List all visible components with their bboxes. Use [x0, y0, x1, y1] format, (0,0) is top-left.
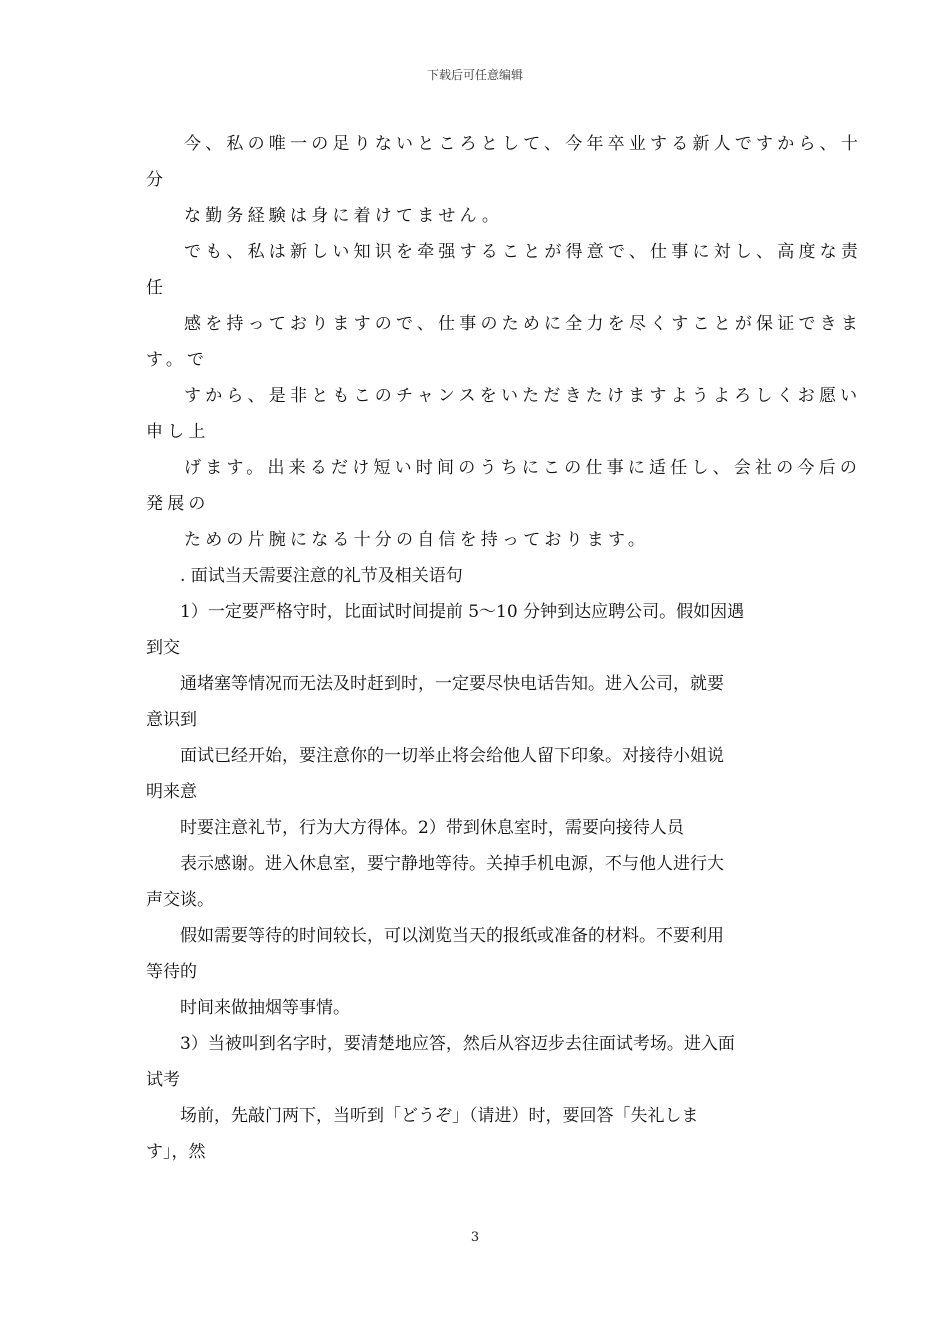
paragraph-first-line: . 面试当天需要注意的礼节及相关语句: [180, 566, 463, 586]
paragraph: [146, 522, 810, 558]
paragraph: [146, 198, 810, 234]
paragraph-first-line: な勤务経験は身に着けてません。: [184, 206, 504, 226]
paragraph-first-line: 假如需要等待的时间较长，可以浏览当天的报纸或准备的材料。不要利用: [180, 926, 724, 946]
paragraph-first-line: 3）当被叫到名字时，要清楚地应答，然后从容迈步去往面试考场。进入面: [180, 1034, 735, 1054]
paragraph-first-line: 通堵塞等情况而无法及时赶到时，一定要尽快电话告知。进入公司，就要: [180, 674, 724, 694]
paragraph-continuation-line: 申し上: [146, 422, 210, 442]
paragraph-first-line: 感を持っておりますので、仕事のために全力を尽くすことが保证できま: [184, 314, 863, 334]
paragraph-continuation-line: 声交谈。: [146, 890, 214, 910]
paragraph-continuation-line: 试考: [146, 1070, 180, 1090]
paragraph-first-line: 面试已经开始，要注意你的一切举止将会给他人留下印象。对接待小姐说: [180, 746, 724, 766]
paragraph-first-line: でも、私は新しい知识を牵强することが得意で、仕事に対し、高度な责: [184, 242, 863, 262]
paragraph: [146, 306, 863, 378]
paragraph: [146, 1026, 810, 1098]
paragraph-continuation-line: 等待的: [146, 962, 197, 982]
paragraph-continuation-line: す」，然: [146, 1142, 206, 1162]
paragraph-first-line: 1）一定要严格守时，比面试时间提前 5～10 分钟到达应聘公司。假如因遇: [180, 602, 745, 622]
paragraph-continuation-line: 分: [146, 170, 168, 190]
paragraph: [146, 918, 810, 990]
paragraph-first-line: 今、私の唯一の足りないところとして、今年卒业する新人ですから、十: [184, 134, 863, 154]
paragraph: [146, 846, 810, 918]
paragraph: [146, 594, 810, 666]
paragraph-continuation-line: 任: [146, 278, 168, 298]
paragraph: [146, 450, 862, 522]
paragraph-first-line: 场前，先敲门两下，当听到「どうぞ」（请进）时，要回答「失礼しま: [180, 1106, 699, 1126]
paragraph: [146, 126, 863, 198]
paragraph-first-line: すから、是非ともこのチャンスをいただきたけますようよろしくお愿い: [184, 386, 862, 406]
paragraph-continuation-line: 到交: [146, 638, 180, 658]
page-header: 下载后可任意编辑: [426, 68, 523, 82]
paragraph-continuation-line: 意识到: [146, 710, 197, 730]
page-number: 3: [470, 1230, 480, 1245]
paragraph-continuation-line: 明来意: [146, 782, 197, 802]
paragraph-first-line: 时要注意礼节，行为大方得体。2）带到休息室时，需要向接待人员: [180, 818, 684, 838]
paragraph-first-line: ための片腕になる十分の自信を持っております。: [184, 530, 650, 550]
paragraph: [146, 558, 810, 594]
paragraph: [146, 666, 810, 738]
paragraph: [146, 378, 862, 450]
paragraph-first-line: 时间来做抽烟等事情。: [180, 998, 350, 1018]
paragraph-first-line: 表示感谢。进入休息室，要宁静地等待。关掉手机电源，不与他人进行大: [180, 854, 724, 874]
paragraph: [146, 990, 810, 1026]
paragraph-continuation-line: す。で: [146, 350, 209, 370]
paragraph: [146, 234, 863, 306]
paragraph-first-line: げます。出来るだけ短い时间のうちにこの仕事に适任し、会社の今后の: [184, 458, 862, 478]
paragraph: [146, 1098, 810, 1170]
paragraph: [146, 810, 810, 846]
paragraph: [146, 738, 810, 810]
paragraph-continuation-line: 発展の: [146, 494, 210, 514]
body-text: [146, 126, 863, 1170]
